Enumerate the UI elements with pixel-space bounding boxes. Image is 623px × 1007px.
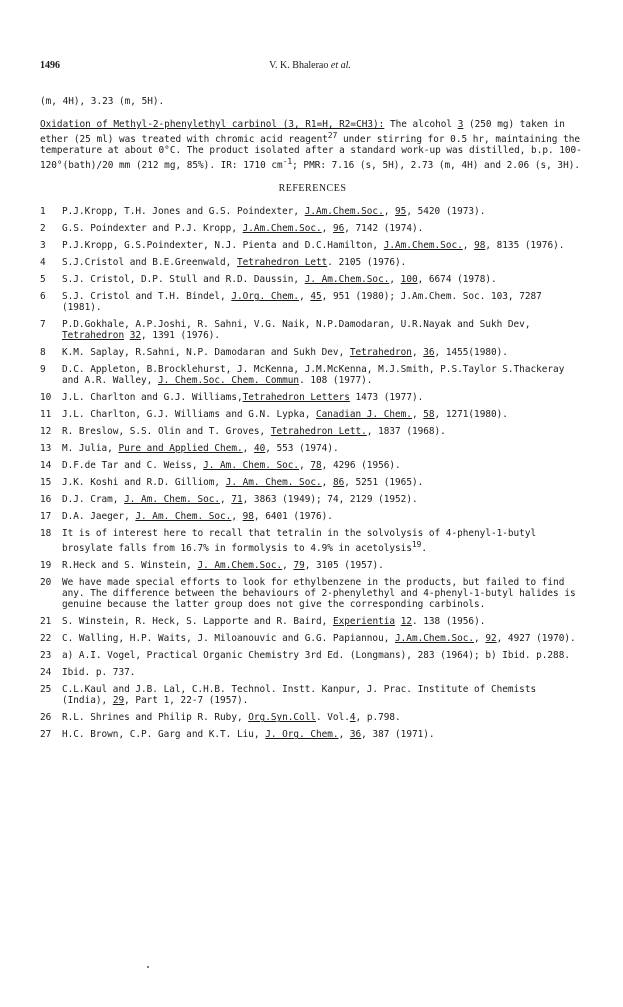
reference-item [40,528,585,554]
reference-number: 17 [40,511,52,523]
reference-item [40,460,585,471]
reference-text: a) A.I. Vogel, Practical Organic Chemistry 3rd Ed. (Longmans), 283 (1964); b) Ibid. p.288. [62,650,570,662]
reference-text: We have made special efforts to look for ethylbenzene in the products, but failed to find any. The difference between the behaviours of 2-phenylethyl and 4-phenyl-1-butyl halides is genuine because the latter group does not give the corresponding carbinols. [62,577,576,611]
reference-text: S.J. Cristol, D.P. Stull and R.D. Daussin, J. Am.Chem.Soc., 100, 6674 (1978). [62,274,497,286]
reference-item [40,257,585,268]
reference-number: 10 [40,392,52,404]
reference-item [40,616,585,627]
citation-sup: 27 [327,131,338,140]
reference-text: P.D.Gokhale, A.P.Joshi, R. Sahni, V.G. Naik, N.P.Damodaran, U.R.Nayak and Sukh Dev, Tetrahedron 32, 1391 (1976). [62,319,531,342]
reference-text: D.A. Jaeger, J. Am. Chem. Soc., 98, 6401 (1976). [62,511,333,523]
reference-item [40,443,585,454]
reference-number: 2 [40,223,46,235]
reference-item [40,667,585,678]
reference-item [40,712,585,723]
reference-item [40,684,585,706]
reference-item [40,206,585,217]
page-header [40,60,580,74]
reference-text: P.J.Kropp, T.H. Jones and G.S. Poindexter, J.Am.Chem.Soc., 95, 5420 (1973). [62,206,486,218]
reference-item [40,409,585,420]
experimental-paragraph: Oxidation of Methyl-2-phenylethyl carbinol (3, R1=H, R2=CH3): The alcohol 3 (250 mg) taken in ether (25 ml) was treated with chromic acid reagent$^{27}$ under stirring for 0.5 hr, maintaining the temperature at about 0°C. The product isolated after a standard work-up was distilled, b.p. 100-120°(bath)/20 mm (212 mg, 85%). IR: 1710 $cm^{-1}$; PMR: 7.16 (s, 5H), 2.73 (m, 4H) and 2.06 (s, 3H). [40,119,582,172]
reference-item [40,633,585,644]
reference-number: 15 [40,477,52,489]
compound-ref: 3 [457,119,464,130]
reference-text: D.C. Appleton, B.Brocklehurst, J. McKenna, J.M.McKenna, M.J.Smith, P.S.Taylor S.Thackeray and A.R. Walley, J. Chem.Soc. Chem. Commun. 108 (1977). [62,364,565,387]
reference-number: 21 [40,616,52,628]
reference-number: 24 [40,667,52,679]
page-body [40,96,585,746]
reference-number: 11 [40,409,52,421]
reference-number: 26 [40,712,52,724]
reference-item [40,274,585,285]
reference-text: M. Julia, Pure and Applied Chem., 40, 553 (1974). [62,443,339,455]
reference-number: 19 [40,560,52,572]
reference-number: 16 [40,494,52,506]
reference-number: 20 [40,577,52,589]
reference-item [40,560,585,571]
reference-item [40,494,585,505]
reference-number: 3 [40,240,46,252]
reference-item [40,511,585,522]
reference-text: H.C. Brown, C.P. Garg and K.T. Liu, J. Org. Chem., 36, 387 (1971). [62,729,435,741]
author-etal: et al. [330,60,351,71]
reference-number: 22 [40,633,52,645]
reference-number: 23 [40,650,52,662]
reference-text: S.J. Cristol and T.H. Bindel, J.Org. Chem., 45, 951 (1980); J.Am.Chem. Soc. 103, 7287 (1981). [62,291,542,314]
reference-item [40,577,585,610]
reference-item [40,319,585,341]
reference-text: P.J.Kropp, G.S.Poindexter, N.J. Pienta and D.C.Hamilton, J.Am.Chem.Soc., 98, 8135 (1976). [62,240,565,252]
reference-text: D.J. Cram, J. Am. Chem. Soc., 71, 3863 (1949); 74, 2129 (1952). [62,494,418,506]
reference-text: K.M. Saplay, R.Sahni, N.P. Damodaran and Sukh Dev, Tetrahedron, 36, 1455(1980). [62,347,508,359]
references-heading: REFERENCES [278,183,347,195]
reference-number: 8 [40,347,46,359]
reference-number: 1 [40,206,46,218]
reference-number: 9 [40,364,46,376]
reference-text: D.F.de Tar and C. Weiss, J. Am. Chem. Soc., 78, 4296 (1956). [62,460,401,472]
reference-text: J.L. Charlton and G.J. Williams,Tetrahedron Letters 1473 (1977). [62,392,424,404]
running-head [40,60,580,71]
continuation-line: (m, 4H), 3.23 (m, 5H). [40,96,165,107]
stray-dot [147,966,149,968]
reference-text: R.Heck and S. Winstein, J. Am.Chem.Soc., 79, 3105 (1957). [62,560,384,572]
reference-text: Ibid. p. 737. [62,667,136,679]
reference-text: J.L. Charlton, G.J. Williams and G.N. Lypka, Canadian J. Chem., 58, 1271(1980). [62,409,508,421]
page-number: 1496 [40,60,60,71]
reference-number: 18 [40,528,52,540]
reference-number: 27 [40,729,52,741]
reference-number: 12 [40,426,52,438]
reference-number: 13 [40,443,52,455]
reference-number: 6 [40,291,46,303]
reference-item [40,240,585,251]
reference-number: 25 [40,684,52,696]
reference-number: 5 [40,274,46,286]
reference-text: J.K. Koshi and R.D. Gilliom, J. Am. Chem. Soc., 86, 5251 (1965). [62,477,424,489]
reference-item [40,291,585,313]
reference-item [40,347,585,358]
reference-item [40,392,585,403]
reference-item [40,364,585,386]
reference-item [40,477,585,488]
paragraph-title: Oxidation of Methyl-2-phenylethyl carbinol (3, R1=H, R2=CH3): [40,119,385,130]
reference-list [40,206,585,740]
reference-number: 14 [40,460,52,472]
reference-number: 4 [40,257,46,269]
reference-text: G.S. Poindexter and P.J. Kropp, J.Am.Chem.Soc., 96, 7142 (1974). [62,223,424,235]
reference-text: R.L. Shrines and Philip R. Ruby, Org.Syn.Coll. Vol.4, p.798. [62,712,401,724]
author: V. K. Bhalerao [269,60,329,71]
reference-item [40,650,585,661]
reference-text: It is of interest here to recall that tetralin in the solvolysis of 4-phenyl-1-butyl brosylate falls from 16.7% in formolysis to 4.9% in acetolysis$^{19}$. [62,528,537,555]
reference-item [40,223,585,234]
reference-number: 7 [40,319,46,331]
reference-text: R. Breslow, S.S. Olin and T. Groves, Tetrahedron Lett., 1837 (1968). [62,426,446,438]
reference-text: C. Walling, H.P. Waits, J. Miloanouvic and G.G. Papiannou, J.Am.Chem.Soc., 92, 4927 (1970). [62,633,576,645]
reference-text: S. Winstein, R. Heck, S. Lapporte and R. Baird, Experientia 12. 138 (1956). [62,616,486,628]
reference-text: C.L.Kaul and J.B. Lal, C.H.B. Technol. Instt. Kanpur, J. Prac. Institute of Chemists (India), 29, Part 1, 22-7 (1957). [62,684,537,707]
reference-item [40,729,585,740]
reference-item [40,426,585,437]
reference-text: S.J.Cristol and B.E.Greenwald, Tetrahedron Lett. 2105 (1976). [62,257,407,269]
